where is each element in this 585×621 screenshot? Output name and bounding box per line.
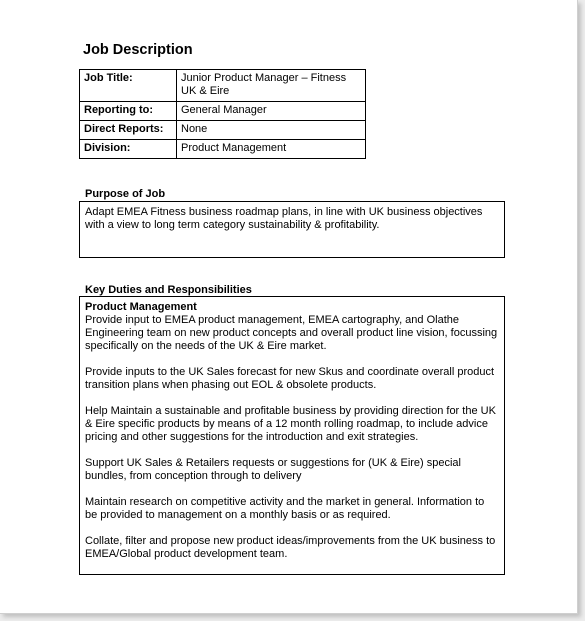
direct-reports-label: Direct Reports: [80, 121, 177, 140]
duty-paragraph: Maintain research on competitive activity and the market in general. Information to be provided to management on a monthly basis or as required. [85, 496, 485, 521]
reporting-to-label: Reporting to: [80, 102, 177, 121]
duties-box [79, 296, 505, 575]
division-value: Product Management [177, 140, 366, 159]
purpose-heading: Purpose of Job [85, 188, 166, 200]
job-info-table [79, 69, 366, 159]
duty-paragraph: Provide input to EMEA product management, EMEA cartography, and Olathe Engineering team on new product concepts and overall product line vision, focussing specifically on the needs of the UK & Eire market. [85, 314, 498, 352]
division-label: Division: [80, 140, 177, 159]
purpose-text: Adapt EMEA Fitness business roadmap plans, in line with UK business objectives with a view to long term category sustainability & profitability. [85, 206, 483, 231]
product-management-subheading: Product Management [85, 301, 197, 313]
document-title: Job Description [83, 42, 193, 58]
duty-paragraph: Collate, filter and propose new product ideas/improvements from the UK business to EMEA/Global product development team. [85, 535, 496, 560]
table-row [80, 121, 366, 140]
duties-heading: Key Duties and Responsibilities [85, 284, 252, 296]
purpose-box [79, 201, 505, 258]
table-row [80, 102, 366, 121]
duty-paragraph: Support UK Sales & Retailers requests or suggestions for (UK & Eire) special bundles, from conception through to delivery [85, 457, 461, 482]
duty-paragraph: Help Maintain a sustainable and profitable business by providing direction for the UK & Eire specific products by means of a 12 month rolling roadmap, to include advice pricing and other suggestions for the introduction and exit strategies. [85, 405, 496, 443]
direct-reports-value: None [177, 121, 366, 140]
reporting-to-value: General Manager [177, 102, 366, 121]
table-row [80, 70, 366, 102]
job-title-value: Junior Product Manager – Fitness UK & Eire [177, 70, 366, 102]
duty-paragraph: Provide inputs to the UK Sales forecast for new Skus and coordinate overall product transition plans when phasing out EOL & obsolete products. [85, 366, 495, 391]
table-row [80, 140, 366, 159]
job-title-label: Job Title: [80, 70, 177, 102]
